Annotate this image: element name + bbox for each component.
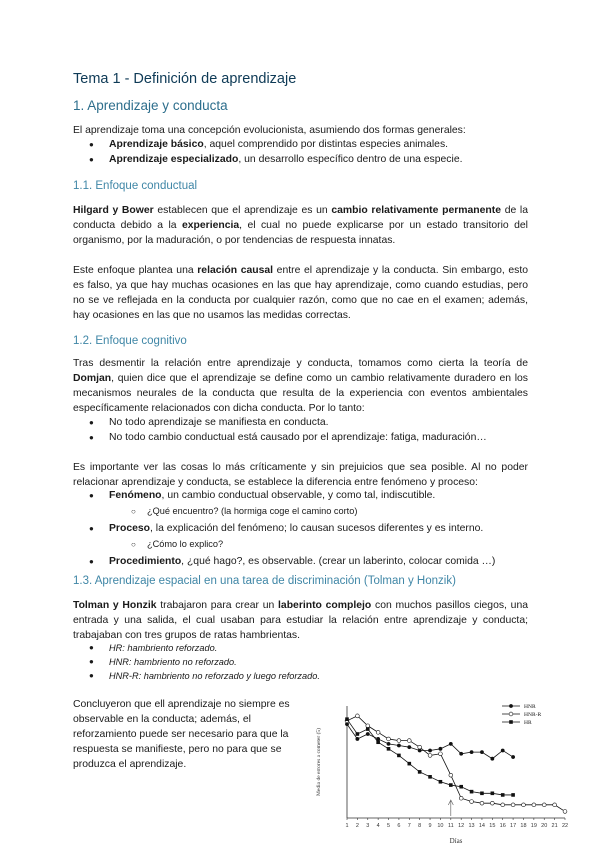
- tolman-honzik-chart: [307, 694, 575, 846]
- x-tick-label: 14: [478, 823, 486, 829]
- data-point-hr: [397, 754, 401, 758]
- data-point-hnr-r: [490, 801, 494, 805]
- data-point-hnr-r: [418, 745, 422, 749]
- list-item: ● Procedimiento, ¿qué hago?, es observable. (crear un laberinto, colocar comida …): [73, 554, 495, 569]
- x-tick-label: 15: [489, 823, 496, 829]
- list-item: ● No todo aprendizaje se manifiesta en conducta.: [73, 415, 487, 430]
- data-point-hr: [387, 747, 391, 751]
- data-point-hr: [449, 783, 453, 787]
- data-point-hnr-r: [470, 800, 474, 804]
- x-tick-label: 9: [428, 823, 432, 829]
- x-tick-label: 2: [355, 823, 359, 829]
- sub-list-item: ○ ¿Cómo lo explico?: [73, 537, 495, 552]
- data-point-hnr-r: [449, 773, 453, 777]
- list-item: ● HNR-R: hambriento no reforzado y luego reforzado.: [73, 669, 320, 683]
- data-point-hnr-r: [428, 754, 432, 758]
- section-1-2-paragraph-1: Tras desmentir la relación entre aprendizaje y conducta, tomamos como cierta la teoría de Domjan, quien dice que el aprendizaje se define como un cambio relativamente duradero en los mecanismos neurales de la conducta que resulta de la experiencia con eventos ambientales específicamente relacionados con dicha conducta. Por lo tanto:: [73, 358, 528, 414]
- data-point-hnr: [387, 742, 391, 746]
- chart-marks: [345, 714, 567, 813]
- list-item: ● No todo cambio conductual está causado por el aprendizaje: fatiga, maduración…: [73, 430, 487, 445]
- data-point-hr: [470, 790, 474, 794]
- x-tick-label: 10: [437, 823, 444, 829]
- x-tick-label: 12: [458, 823, 465, 829]
- list-item: ● Aprendizaje básico, aquel comprendido por distintas especies animales.: [73, 137, 462, 152]
- data-point-hr: [428, 775, 432, 779]
- data-point-hr: [418, 770, 422, 774]
- x-tick-label: 6: [397, 823, 401, 829]
- legend-label: HNR-R: [524, 712, 542, 718]
- series-line-hnr-r: [347, 716, 565, 812]
- data-point-hnr-r: [387, 737, 391, 741]
- phenomenon-process-list: [73, 488, 495, 569]
- data-point-hnr: [428, 749, 432, 753]
- data-point-hnr: [511, 755, 515, 759]
- list-item: ● Aprendizaje especializado, un desarrollo específico dentro de una especie.: [73, 152, 462, 167]
- data-point-hnr-r: [459, 796, 463, 800]
- section-1-3-paragraph: Tolman y Honzik trabajaron para crear un laberinto complejo con muchos pasillos ciegos, una entrada y una salida, el cual usaban para estudiar la relación entre aprendizaje y conducta; trabajaban con tres grupos de ratas hambrientas.: [73, 600, 529, 641]
- data-point-hr: [480, 791, 484, 795]
- data-point-hnr-r: [366, 724, 370, 728]
- legend-label: HR: [524, 720, 532, 726]
- chart-legend: [502, 704, 541, 726]
- data-point-hr: [501, 793, 505, 797]
- x-tick-label: 3: [366, 823, 370, 829]
- data-point-hnr: [459, 752, 463, 756]
- data-point-hr: [491, 791, 495, 795]
- data-point-hnr-r: [407, 739, 411, 743]
- data-point-hnr-r: [563, 810, 567, 814]
- x-tick-label: 4: [376, 823, 380, 829]
- section-1-2-paragraph-2: Es importante ver las cosas lo más críticamente y sin prejuicios que sea posible. Al no poder relacionar aprendizaje y conducta, se establece la diferencia entre fenómeno y proceso:: [73, 462, 528, 488]
- list-item: ● HR: hambriento reforzado.: [73, 641, 320, 655]
- legend-marker: [509, 720, 513, 724]
- legend-label: HNR: [524, 704, 536, 710]
- x-tick-label: 21: [551, 823, 558, 829]
- data-point-hnr: [470, 750, 474, 754]
- section-1-list: [73, 137, 462, 167]
- section-1-intro: El aprendizaje toma una concepción evolucionista, asumiendo dos formas generales:: [73, 125, 466, 136]
- x-tick-label: 16: [499, 823, 506, 829]
- x-tick-label: 20: [541, 823, 548, 829]
- x-tick-label: 17: [510, 823, 517, 829]
- x-tick-label: 18: [520, 823, 527, 829]
- data-point-hnr: [397, 744, 401, 748]
- x-tick-label: 7: [407, 823, 411, 829]
- rat-groups-list: [73, 641, 320, 683]
- list-item: ● HNR: hambriento no reforzado.: [73, 655, 320, 669]
- data-point-hr: [356, 732, 360, 736]
- data-point-hnr: [366, 732, 370, 736]
- y-axis-label: Media de errores a cometer (5): [316, 728, 322, 796]
- data-point-hnr-r: [480, 801, 484, 805]
- conclusion-paragraph: Concluyeron que ell aprendizaje no siempre es observable en la conducta; además, el reforzamiento puede ser necesario para que la respuesta se manifieste, pero no para que se produzca el aprendizaje.: [73, 699, 290, 770]
- data-point-hnr-r: [376, 730, 380, 734]
- list-item: ● Fenómeno, un cambio conductual observable, y como tal, indiscutible.: [73, 488, 495, 503]
- x-tick-label: 11: [447, 823, 454, 829]
- legend-marker: [509, 704, 513, 708]
- data-point-hnr-r: [532, 803, 536, 807]
- x-tick-label: 1: [345, 823, 349, 829]
- data-point-hnr-r: [553, 803, 557, 807]
- page-title: Tema 1 - Definición de aprendizaje: [73, 71, 297, 87]
- section-1-3-heading: 1.3. Aprendizaje espacial en una tarea de discriminación (Tolman y Honzik): [73, 575, 456, 587]
- x-tick-label: 8: [418, 823, 422, 829]
- data-point-hnr-r: [522, 803, 526, 807]
- x-tick-label: 5: [386, 823, 391, 829]
- data-point-hnr-r: [542, 803, 546, 807]
- chart-axes: [315, 706, 568, 845]
- legend-marker: [509, 712, 513, 716]
- data-point-hnr: [501, 749, 505, 753]
- section-1-2-list: [73, 415, 487, 445]
- section-1-1-heading: 1.1. Enfoque conductual: [73, 180, 198, 192]
- section-1-heading: 1. Aprendizaje y conducta: [73, 98, 228, 113]
- data-point-hnr: [355, 737, 359, 741]
- data-point-hnr-r: [397, 739, 401, 743]
- x-tick-label: 13: [468, 823, 475, 829]
- x-tick-label: 22: [561, 823, 569, 829]
- section-1-1-paragraph-2: Este enfoque plantea una relación causal entre el aprendizaje y la conducta. Sin embargo, esto es falso, ya que hay muchas ocasiones en las que hay aprendizaje, como cuando estudias, pero no se ve reflejada en la conducta por cualquier razón, como que no cae en el examen; además, hay ocasiones en las que no usamos las medidas correctas.: [73, 265, 528, 321]
- data-point-hnr: [407, 745, 411, 749]
- data-point-hnr: [449, 742, 453, 746]
- data-point-hr: [439, 780, 443, 784]
- data-point-hnr-r: [501, 803, 505, 807]
- data-point-hnr-r: [439, 752, 443, 756]
- data-point-hr: [366, 727, 370, 731]
- data-point-hnr-r: [355, 714, 359, 718]
- section-1-2-heading: 1.2. Enfoque cognitivo: [73, 335, 187, 347]
- data-point-hnr: [439, 747, 443, 751]
- data-point-hnr: [490, 757, 494, 761]
- data-point-hr: [459, 785, 463, 789]
- data-point-hr: [407, 762, 411, 766]
- x-axis-label: Días: [449, 837, 463, 845]
- list-item: ● Proceso, la explicación del fenómeno; lo causan sucesos diferentes y es interno.: [73, 521, 495, 536]
- data-point-hnr: [480, 750, 484, 754]
- data-point-hr: [345, 717, 349, 721]
- data-point-hr: [376, 740, 380, 744]
- sub-list-item: ○ ¿Qué encuentro? (la hormiga coge el camino corto): [73, 504, 495, 519]
- data-point-hnr-r: [511, 803, 515, 807]
- section-1-1-paragraph-1: Hilgard y Bower establecen que el aprendizaje es un cambio relativamente permanente de la conducta debido a la experiencia, el cual no puede explicarse por un estado transitorio del organismo, por la maduración, o por tendencias de respuesta innatas.: [73, 205, 529, 246]
- x-tick-label: 19: [530, 823, 537, 829]
- data-point-hr: [511, 793, 515, 797]
